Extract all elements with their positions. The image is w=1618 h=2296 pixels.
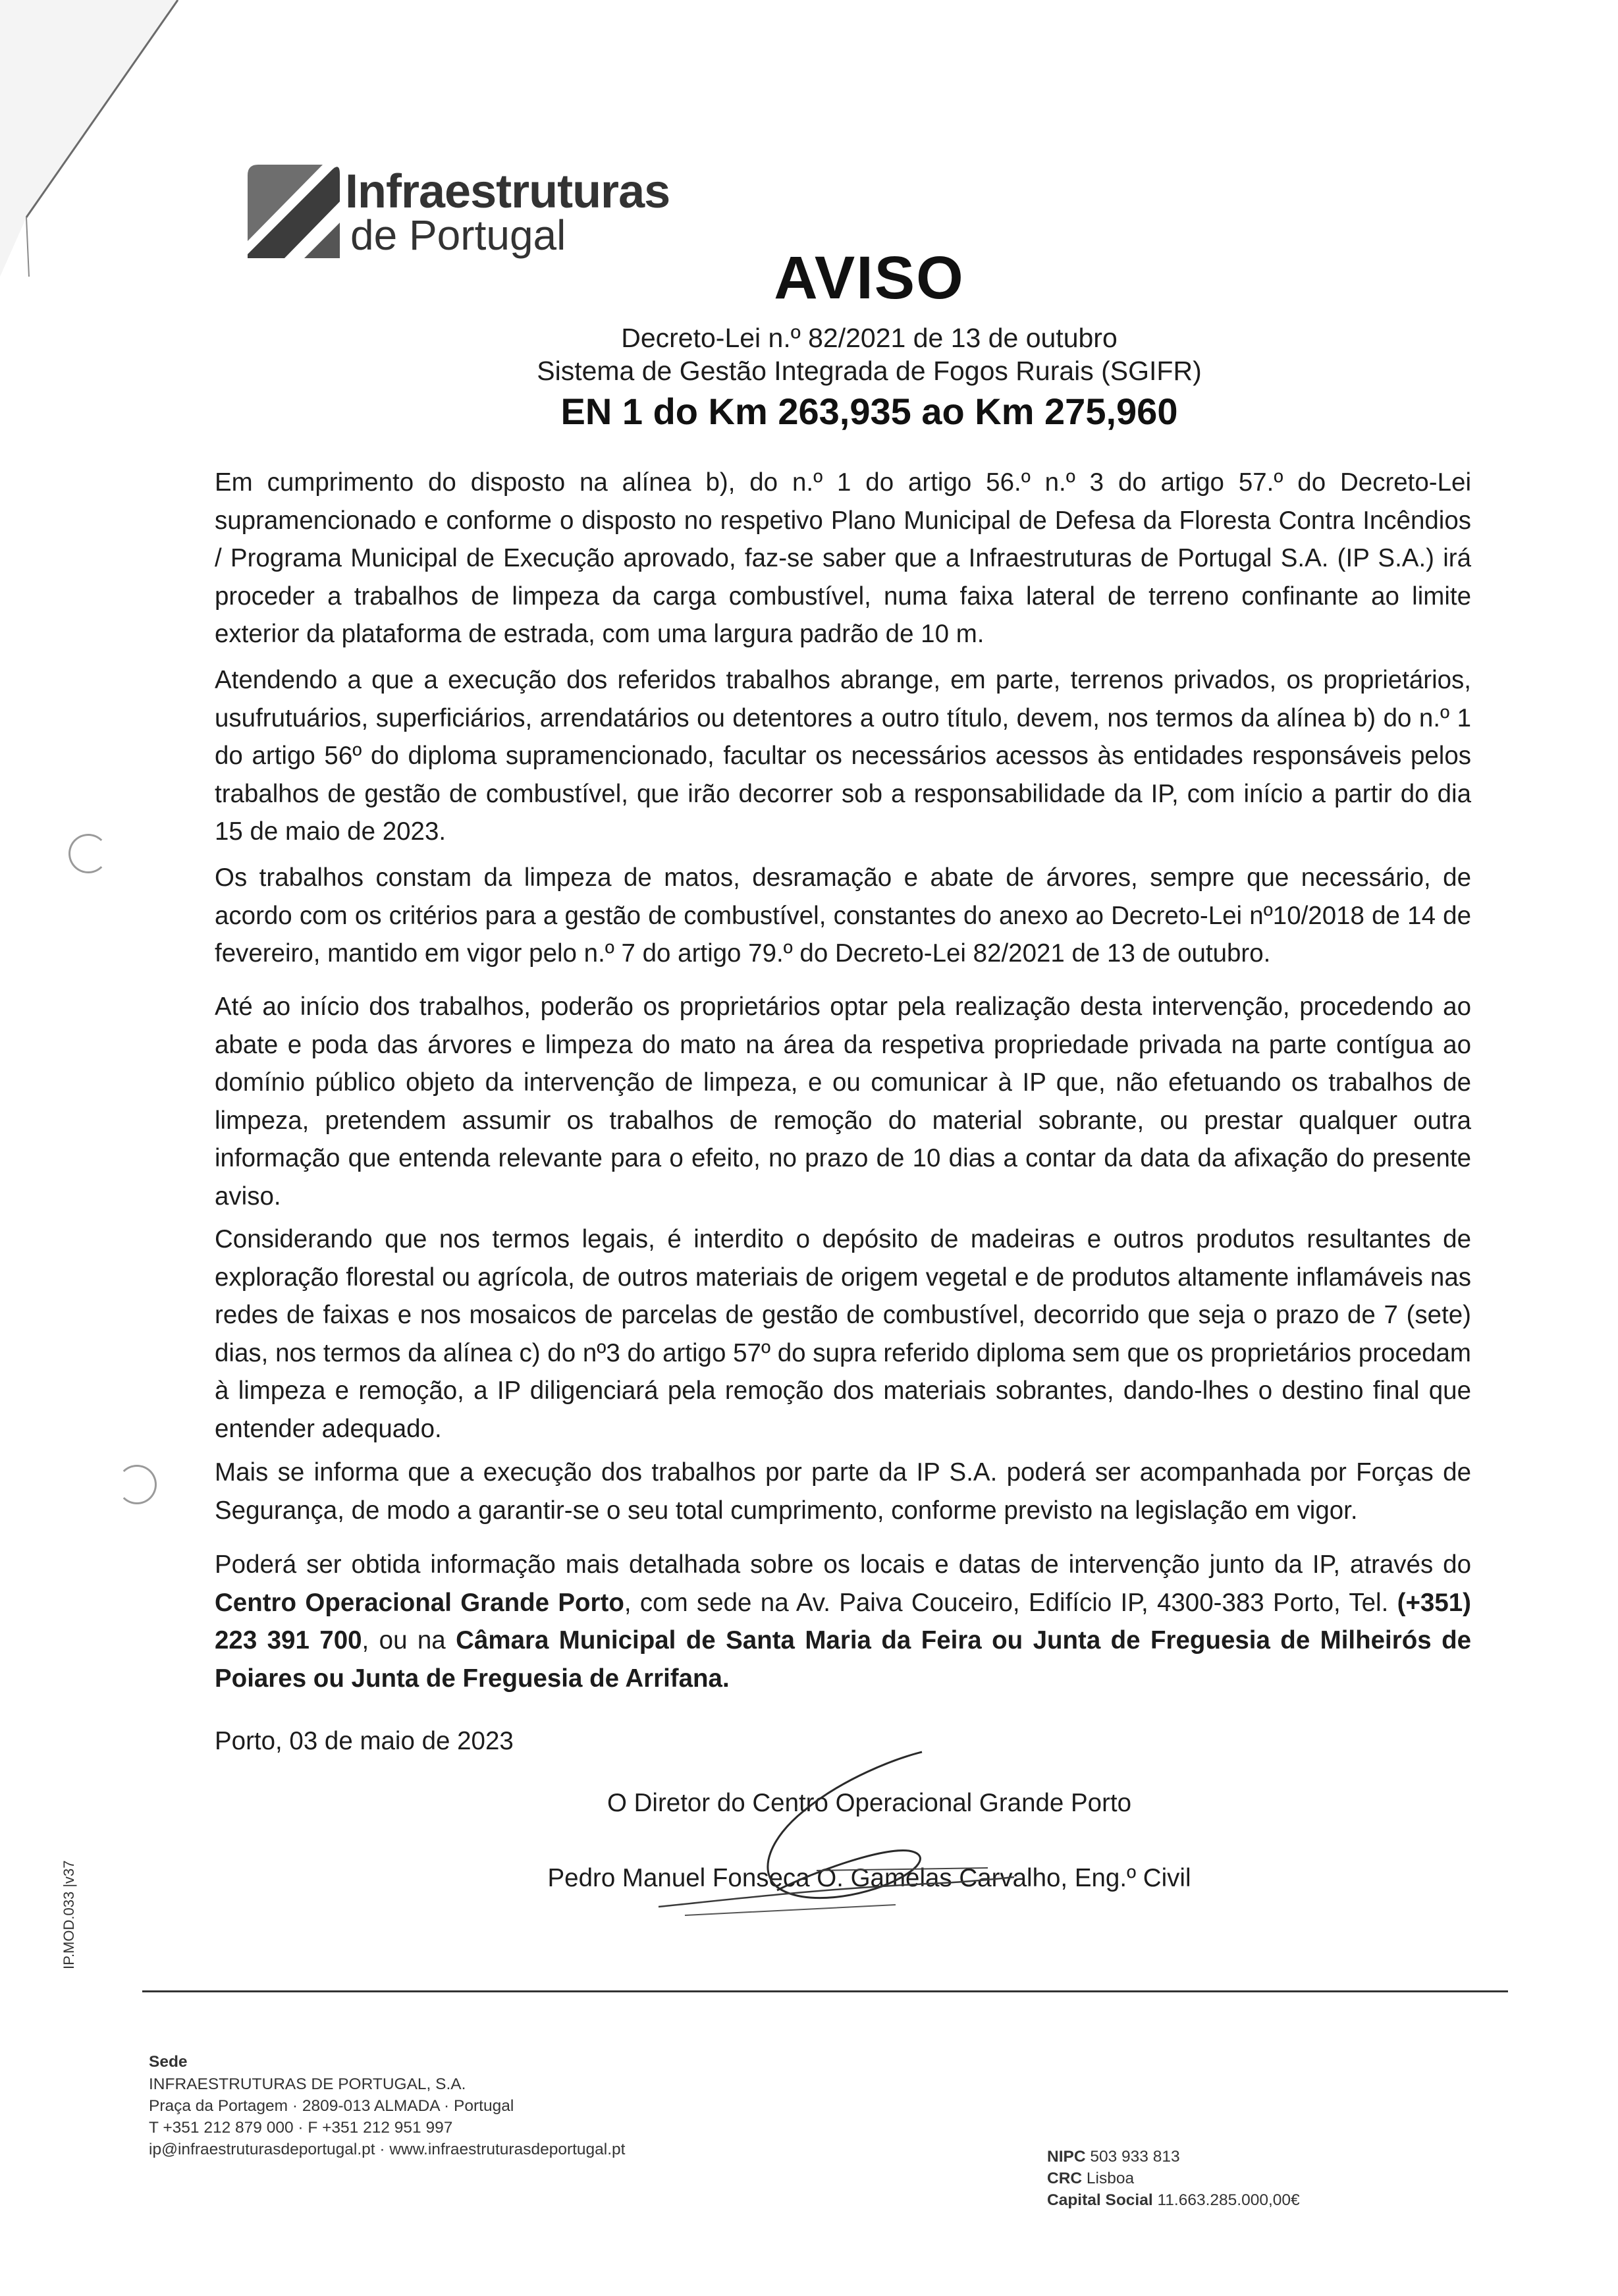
paragraph-4: Até ao início dos trabalhos, poderão os proprietários optar pela realização desta intervenção, procedendo ao abate e poda das árvores e limpeza do mato na área da respetiva propriedade privada na parte contígua ao domínio público objeto da intervenção de limpeza, e ou comunicar à IP que, não efetuando os trabalhos de limpeza, pretendem assumir os trabalhos de remoção do material sobrante, ou prestar qualquer outra informação que entenda relevante para o efeito, no prazo de 10 dias a contar da data da afixação do presente aviso. bbox=[215, 993, 1471, 1211]
punch-hole-top bbox=[68, 834, 108, 873]
director-title: O Diretor do Centro Operacional Grande Porto bbox=[607, 1789, 1132, 1817]
footer-divider bbox=[142, 1990, 1508, 1992]
law-reference: Decreto-Lei n.º 82/2021 de 13 de outubro bbox=[621, 323, 1118, 353]
contact-municipalities: Câmara Municipal de Santa Maria da Feira ou Junta de Freguesia de Milheirós de Poiares ou Junta de Freguesia de Arrifana. bbox=[215, 1626, 1471, 1693]
form-code: IP.MOD.033 |v37 bbox=[61, 1860, 77, 1969]
logo-subname: de Portugal bbox=[350, 211, 566, 259]
logo-name: Infraestruturas bbox=[345, 165, 670, 218]
paragraph-7-contacts bbox=[215, 1546, 1471, 1697]
contact-text-3: , ou na bbox=[362, 1626, 456, 1654]
handwritten-signature bbox=[645, 1739, 1106, 1936]
footer-crc bbox=[1047, 2168, 1134, 2189]
nipc-value: 503 933 813 bbox=[1090, 2148, 1180, 2166]
capital-value: 11.663.285.000,00€ bbox=[1157, 2191, 1300, 2209]
road-section: EN 1 do Km 263,935 ao Km 275,960 bbox=[560, 391, 1178, 432]
footer-web: ip@infraestruturasdeportugal.pt · www.infraestruturasdeportugal.pt bbox=[149, 2141, 626, 2158]
paragraph-6: Mais se informa que a execução dos trabalhos por parte da IP S.A. poderá ser acompanhada por Forças de Segurança, de modo a garantir-se o seu total cumprimento, conforme previsto na legislação em vigor. bbox=[215, 1458, 1471, 1525]
crc-label: CRC bbox=[1047, 2170, 1083, 2187]
place-date: Porto, 03 de maio de 2023 bbox=[215, 1727, 514, 1755]
paragraph-3: Os trabalhos constam da limpeza de matos, desramação e abate de árvores, sempre que necessário, de acordo com os critérios para a gestão de combustível, constantes do anexo ao Decreto-Lei nº10/2018 de 14 de fevereiro, mantido em vigor pelo n.º 7 do artigo 79.º do Decreto-Lei 82/2021 de 13 de outubro. bbox=[215, 863, 1471, 968]
contact-text-1: Poderá ser obtida informação mais detalhada sobre os locais e datas de intervenção junto da IP, através do bbox=[215, 1550, 1471, 1579]
footer-nipc bbox=[1047, 2146, 1180, 2168]
page-title: AVISO bbox=[774, 244, 965, 312]
contact-center-name: Centro Operacional Grande Porto bbox=[215, 1588, 624, 1617]
punch-hole-bottom bbox=[117, 1465, 157, 1504]
paragraph-2: Atendendo a que a execução dos referidos trabalhos abrange, em parte, terrenos privados, os proprietários, usufrutuários, superficiários, arrendatários ou detentores a outro título, devem, nos termos da alínea b) do n.º 1 do artigo 56º do diploma supramencionado, facultar os necessários acessos às entidades responsáveis pelos trabalhos de gestão de combustível, que irão decorrer sob a responsabilidade da IP, com início a partir do dia 15 de maio de 2023. bbox=[215, 666, 1471, 846]
contact-text-2: , com sede na Av. Paiva Couceiro, Edifício IP, 4300-383 Porto, Tel. bbox=[624, 1588, 1397, 1617]
crc-value: Lisboa bbox=[1086, 2170, 1135, 2187]
footer-company: INFRAESTRUTURAS DE PORTUGAL, S.A. bbox=[149, 2075, 466, 2093]
folded-corner bbox=[0, 0, 198, 277]
director-name: Pedro Manuel Fonseca O. Gamelas Carvalho, Eng.º Civil bbox=[547, 1864, 1191, 1892]
paragraph-5: Considerando que nos termos legais, é interdito o depósito de madeiras e outros produtos resultantes de exploração florestal ou agrícola, de outros materiais de origem vegetal e de produtos altamente inflamáveis nas redes de faixas e nos mosaicos de parcelas de gestão de combustível, decorrido que seja o prazo de 7 (sete) dias, nos termos da alínea c) do nº3 do artigo 57º do supra referido diploma sem que os proprietários procedam à limpeza e remoção, a IP diligenciará pela remoção dos materiais sobrantes, dando-lhes o destino final que entender adequado. bbox=[215, 1225, 1471, 1443]
paragraph-1: Em cumprimento do disposto na alínea b), do n.º 1 do artigo 56.º n.º 3 do artigo 57.º do Decreto-Lei supramencionado e conforme o disposto no respetivo Plano Municipal de Defesa da Floresta Contra Incêndios / Programa Municipal de Execução aprovado, faz-se saber que a Infraestruturas de Portugal S.A. (IP S.A.) irá proceder a trabalhos de limpeza da carga combustível, numa faixa lateral de terreno confinante ao limite exterior da plataforma de estrada, com uma largura padrão de 10 m. bbox=[215, 468, 1471, 648]
capital-label: Capital Social bbox=[1047, 2191, 1153, 2209]
footer-sede-label: Sede bbox=[149, 2053, 188, 2071]
footer-phone: T +351 212 879 000 · F +351 212 951 997 bbox=[149, 2119, 453, 2137]
footer-capital bbox=[1047, 2189, 1300, 2211]
contact-phone: (+351) 223 391 700 bbox=[215, 1588, 1471, 1654]
system-name: Sistema de Gestão Integrada de Fogos Rurais (SGIFR) bbox=[537, 356, 1202, 386]
footer-address: Praça da Portagem · 2809-013 ALMADA · Portugal bbox=[149, 2097, 514, 2115]
nipc-label: NIPC bbox=[1047, 2148, 1086, 2166]
